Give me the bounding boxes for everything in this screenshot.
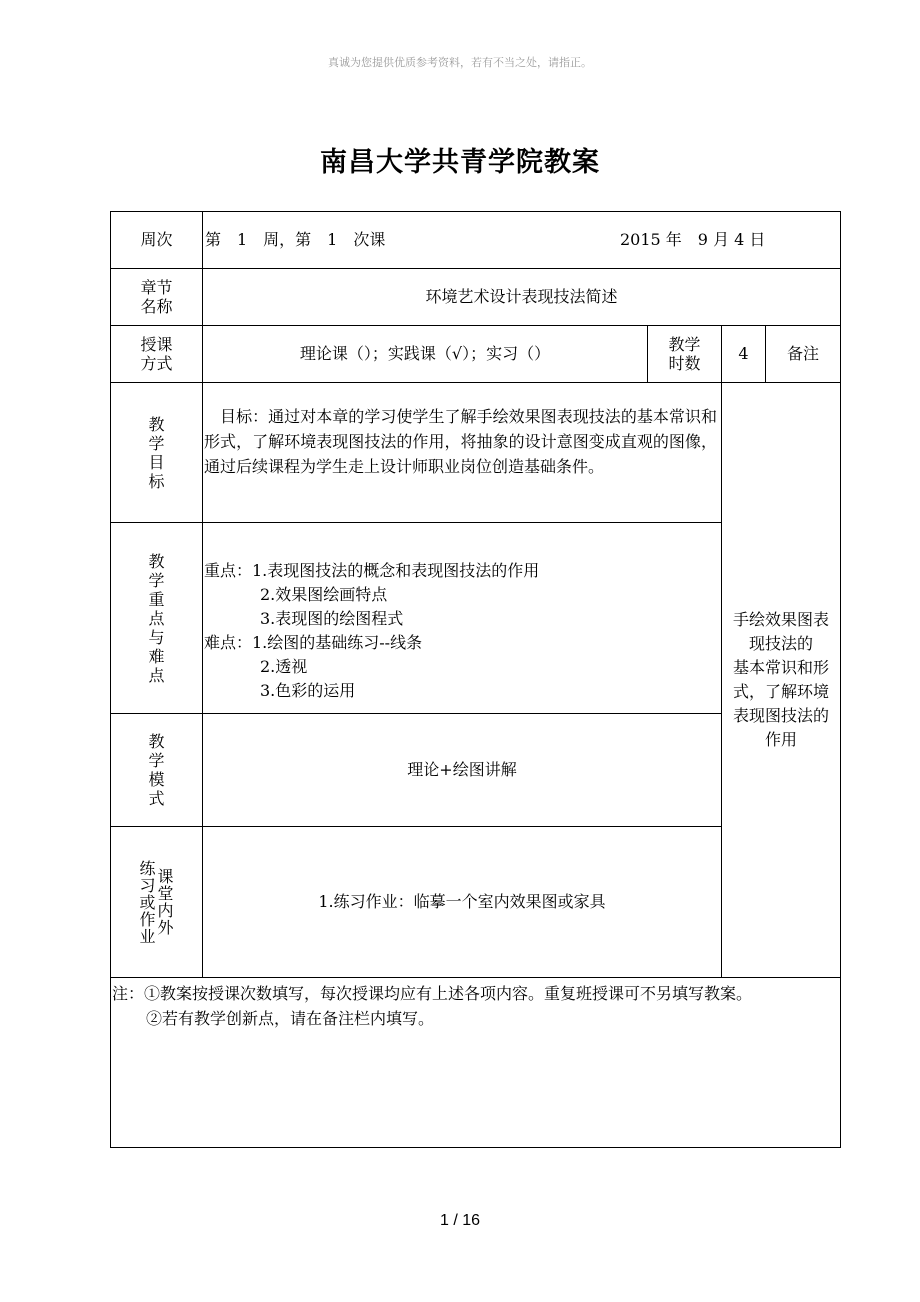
remark-line: 表现图技法的 (732, 706, 829, 725)
table-bottom-border (110, 1147, 841, 1148)
exercise-label-column (139, 860, 155, 945)
key-label-char: 与 (148, 627, 165, 647)
goal-label-char: 教 (148, 414, 165, 434)
exercise-label-column (158, 868, 174, 936)
mode-label-char: 教 (148, 732, 165, 751)
remark-line: 现技法的 (748, 634, 813, 653)
exercise-label-char: 外 (157, 918, 174, 937)
exercise-label-char: 堂 (157, 884, 174, 903)
table-top-border (110, 211, 841, 212)
mode-label-char: 模 (148, 770, 165, 789)
exercise-label-char: 练 (139, 858, 156, 878)
mode-value: 理论+绘图讲解 (407, 760, 517, 779)
hours-label-line: 教学 (668, 335, 701, 354)
key-label-char: 重 (148, 589, 165, 609)
chapter-label-line: 章节 (140, 278, 173, 297)
page-number: 1 / 16 (439, 1212, 481, 1229)
key-points-content (204, 559, 719, 703)
exercise-label-char: 或 (139, 892, 156, 912)
method-label-line: 授课 (140, 335, 173, 354)
exercise-label-char: 作 (139, 909, 156, 929)
key-label-char: 点 (148, 608, 165, 628)
week-date: 2015 年 9 月 4 日 (620, 230, 766, 249)
chapter-label (111, 269, 202, 325)
document-title: 南昌大学共青学院教案 (320, 147, 600, 178)
row-divider (110, 977, 841, 978)
remark-line: 基本常识和形 (732, 658, 829, 677)
goal-label (111, 383, 202, 522)
key-point-line: 2.效果图绘画特点 (260, 585, 388, 604)
goal-label-char: 学 (148, 433, 165, 453)
difficult-point-line: 3.色彩的运用 (260, 681, 356, 700)
remark-line: 式，了解环境 (732, 682, 829, 701)
method-value: 理论课（）；实践课（√）；实习（） (299, 344, 551, 363)
exercise-label-char: 业 (139, 926, 156, 946)
exercise-label-char: 课 (157, 867, 174, 886)
method-label (111, 326, 202, 382)
chapter-label-line: 名称 (140, 297, 173, 316)
note-line: ②若有教学创新点，请在备注栏内填写。 (146, 1009, 435, 1028)
goal-label-char: 标 (148, 471, 165, 491)
note-line: 注：①教案按授课次数填写，每次授课均应有上述各项内容。重复班授课可不另填写教案。 (112, 984, 753, 1003)
exercise-label-char: 习 (139, 875, 156, 895)
key-label-char: 点 (148, 665, 165, 685)
hours-value: 4 (738, 344, 749, 363)
remark-line: 手绘效果图表 (732, 610, 829, 629)
watermark: 真诚为您提供优质参考资料，若有不当之处，请指正。 (328, 56, 592, 69)
remark-content (722, 383, 840, 977)
exercise-label (111, 827, 202, 977)
hours-label-line: 时数 (668, 354, 701, 373)
exercise-value: 1.练习作业：临摹一个室内效果图或家具 (318, 892, 606, 911)
table-right-border (840, 211, 841, 1148)
key-point-line: 重点：1.表现图技法的概念和表现图技法的作用 (204, 561, 540, 580)
goal-label-char: 目 (148, 452, 165, 472)
key-points-label (111, 523, 202, 713)
hours-label (648, 326, 721, 382)
week-text: 第 1 周，第 1 次课 (205, 230, 386, 249)
difficult-point-line: 2.透视 (260, 657, 308, 676)
key-label-char: 难 (148, 646, 165, 666)
method-label-line: 方式 (140, 354, 173, 373)
mode-label (111, 714, 202, 826)
remark-label: 备注 (786, 344, 819, 363)
mode-label-char: 式 (148, 789, 165, 808)
goal-text: 目标：通过对本章的学习使学生了解手绘效果图表现技法的基本常识和形式，了解环境表现图技法的作用，将抽象的设计意图变成直观的图像，通过后续课程为学生走上设计师职业岗位创造基础条件。 (204, 407, 717, 476)
week-label: 周次 (140, 230, 173, 249)
difficult-point-line: 难点：1.绘图的基础练习--线条 (204, 633, 423, 652)
exercise-label-char: 内 (157, 901, 174, 920)
mode-label-char: 学 (148, 751, 165, 770)
chapter-value: 环境艺术设计表现技法简述 (425, 287, 618, 306)
key-label-char: 教 (148, 551, 165, 571)
key-point-line: 3.表现图的绘图程式 (260, 609, 404, 628)
remark-line: 作用 (764, 730, 797, 749)
notes (112, 981, 836, 1031)
key-label-char: 学 (148, 570, 165, 590)
